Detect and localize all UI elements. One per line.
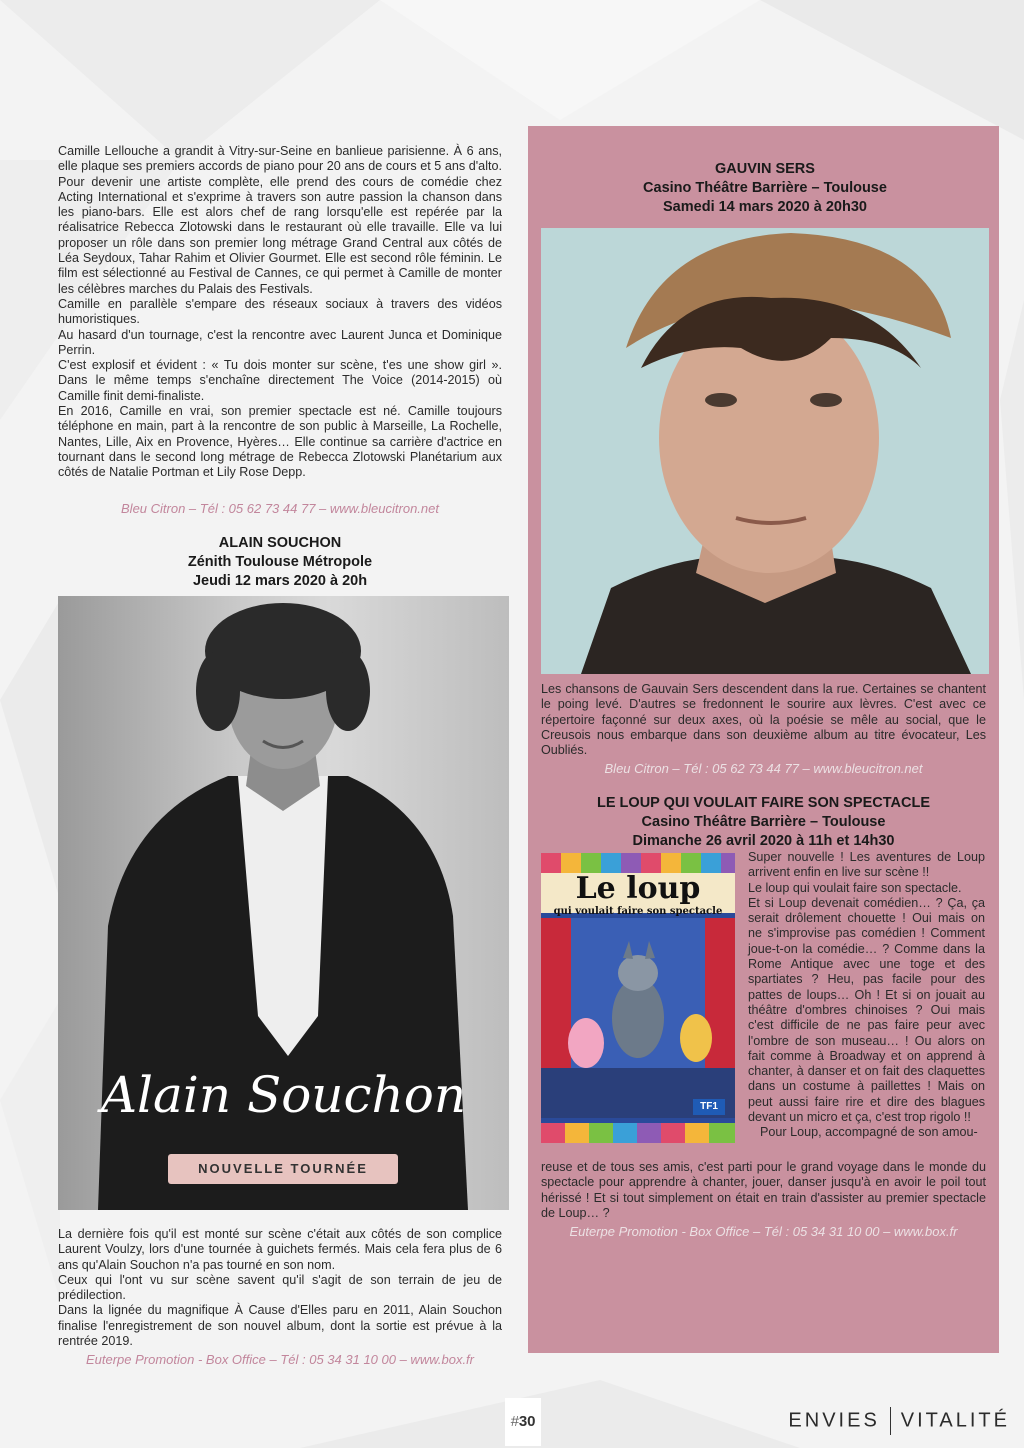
intro-paragraph: Camille en parallèle s'empare des réseaux sociaux à travers des vidéos humoristiques.	[58, 296, 502, 327]
loup-poster-title: Le loup	[575, 871, 701, 906]
section-envies: ENVIES	[788, 1409, 880, 1432]
sers-credit: Bleu Citron – Tél : 05 62 73 44 77 – www.bleucitron.net	[604, 761, 923, 776]
page-hash: #	[510, 1413, 519, 1430]
poster-banner-label: NOUVELLE TOURNÉE	[198, 1161, 368, 1176]
section-divider	[890, 1407, 891, 1435]
souchon-credit: Euterpe Promotion - Box Office – Tél : 05 34 31 10 00 – www.box.fr	[85, 1352, 475, 1367]
intro-article	[58, 144, 502, 481]
souchon-paragraph: La dernière fois qu'il est monté sur scène c'était aux côtés de son complice Laurent Voulzy, lors d'une tournée à guichets fermés. Mais cela fera plus de 6 ans qu'Alain Souchon n'a pas tourné en son nom.	[58, 1227, 502, 1272]
loup-article	[748, 850, 985, 1141]
sers-article	[541, 682, 986, 758]
loup-heading	[528, 794, 999, 851]
sers-date: Samedi 14 mars 2020 à 20h30	[663, 199, 867, 215]
sers-photo	[541, 228, 989, 674]
souchon-poster	[58, 596, 509, 1210]
loup-paragraph: Et si Loup devenait comédien… ? Ça, ça serait drôlement chouette ! Oui mais on ne s'improvise pas comédien ! Comment joue-t-on la comédie… ? Comme dans la Rome Antique avec une toge et des spartiates ? Heu, pas facile pour des pattes de loups… Oh ! Et si on jouait au théâtre d'ombres chinoises ? Oui mais c'est difficile de ne pas faire peur avec l'ombre de son museau… ! Ou alors on fait comme à Broadway et on apprend à chanter, à danser et on fait des claquettes dans un costume à paillettes ! Mais on peut aussi faire rire et dire des blagues devant un micro et ça, c'est trop rigolo !!	[748, 895, 985, 1125]
loup-credit: Euterpe Promotion - Box Office – Tél : 05 34 31 10 00 – www.box.fr	[569, 1224, 958, 1239]
souchon-artist: ALAIN SOUCHON	[218, 535, 342, 551]
sers-venue: Casino Théâtre Barrière – Toulouse	[643, 180, 887, 196]
sers-heading	[541, 160, 989, 217]
page-number-value: 30	[518, 1413, 536, 1430]
sers-artist: GAUVIN SERS	[715, 161, 815, 177]
souchon-article	[58, 1227, 502, 1349]
sers-portrait	[541, 228, 989, 674]
loup-article-wide	[541, 1160, 986, 1221]
loup-paragraph: Super nouvelle ! Les aventures de Loup arrivent enfin en live sur scène !!	[748, 850, 985, 880]
intro-credit: Bleu Citron – Tél : 05 62 73 44 77 – www.bleucitron.net	[121, 501, 439, 516]
section-vitalite: VITALITÉ	[900, 1409, 1010, 1432]
loup-poster	[541, 853, 735, 1143]
loup-venue: Casino Théâtre Barrière – Toulouse	[641, 814, 886, 830]
loup-poster-subtitle: qui voulait faire son spectacle	[553, 906, 723, 917]
sers-paragraph: Les chansons de Gauvain Sers descendent dans la rue. Certaines se chantent le poing levé. D'autres se fredonnent le sourire aux lèvres. C'est avec ce répertoire façonné sur deux axes, où la poésie se mêle au social, que le Creusois nous embarque dans son deuxième album au titre évocateur, Les Oubliés.	[541, 682, 986, 758]
poster-banner	[168, 1154, 398, 1184]
loup-title: LE LOUP QUI VOULAIT FAIRE SON SPECTACLE	[597, 795, 930, 811]
loup-poster-badge: TF1	[693, 1099, 725, 1115]
intro-paragraph: Au hasard d'un tournage, c'est la rencontre avec Laurent Junca et Dominique Perrin.	[58, 327, 502, 357]
souchon-date: Jeudi 12 mars 2020 à 20h	[192, 573, 368, 589]
souchon-heading	[58, 534, 502, 591]
souchon-venue: Zénith Toulouse Métropole	[187, 554, 373, 570]
poster-signature: Alain Souchon	[100, 1066, 467, 1124]
intro-paragraph: C'est explosif et évident : « Tu dois monter sur scène, t'es une show girl ». Dans le même temps s'enchaîne directement The Voice (2014-2015) où Camille finit demi-finaliste.	[58, 358, 502, 403]
section-label	[788, 1407, 1010, 1435]
intro-paragraph: Camille Lellouche a grandit à Vitry-sur-Seine en banlieue parisienne. À 6 ans, elle plaque ses premiers accords de piano pour 20 ans de cours et 5 ans d'alto. Pour devenir une artiste complète, elle prend des cours de comédie chez Acting International et s'exprime à travers son autre passion la chanson dans les piano-bars. Elle est alors chef de rang lorsqu'elle est repérée par la réalisatrice Rebecca Zlotowski dans le restaurant où elle travaille. Elle va lui proposer un rôle dans son premier long métrage Grand Central aux côtés de Léa Seydoux, Tahar Rahim et Olivier Gourmet. Elle est second rôle féminin. Le film est sélectionné au Festival de Cannes, ce qui permet à Camille de monter les célèbres marches du Palais des Festivals.	[58, 144, 502, 296]
page-number	[505, 1398, 541, 1446]
souchon-paragraph: Ceux qui l'ont vu sur scène savent qu'il s'agit de son terrain de jeu de prédilection.	[58, 1272, 502, 1303]
souchon-paragraph: Dans la lignée du magnifique À Cause d'Elles paru en 2011, Alain Souchon finalise l'enregistrement de son nouvel album, dont la sortie est prévue à la rentrée 2019.	[58, 1303, 502, 1349]
loup-paragraph-wide: reuse et de tous ses amis, c'est parti pour le grand voyage dans le monde du spectacle pour apprendre à chanter, jouer, danser jusqu'à en avoir le poil tout hérissé ! Et si tout simplement on était en train d'assister au premier spectacle de Loup… ?	[541, 1160, 986, 1220]
loup-paragraph: Pour Loup, accompagné de son amou-	[760, 1125, 978, 1140]
intro-paragraph: En 2016, Camille en vrai, son premier spectacle est né. Camille toujours téléphone en main, part à la rencontre de son public à Marseille, La Rochelle, Nantes, Lille, Aix en Provence, Hyères… Elle continue sa carrière d'actrice en tournant dans le second long métrage de Rebecca Zlotowski Planétarium aux côtés de Natalie Portman et Lily Rose Depp.	[58, 404, 502, 480]
loup-date: Dimanche 26 avril 2020 à 11h et 14h30	[632, 833, 895, 849]
loup-paragraph: Le loup qui voulait faire son spectacle.	[748, 880, 962, 895]
